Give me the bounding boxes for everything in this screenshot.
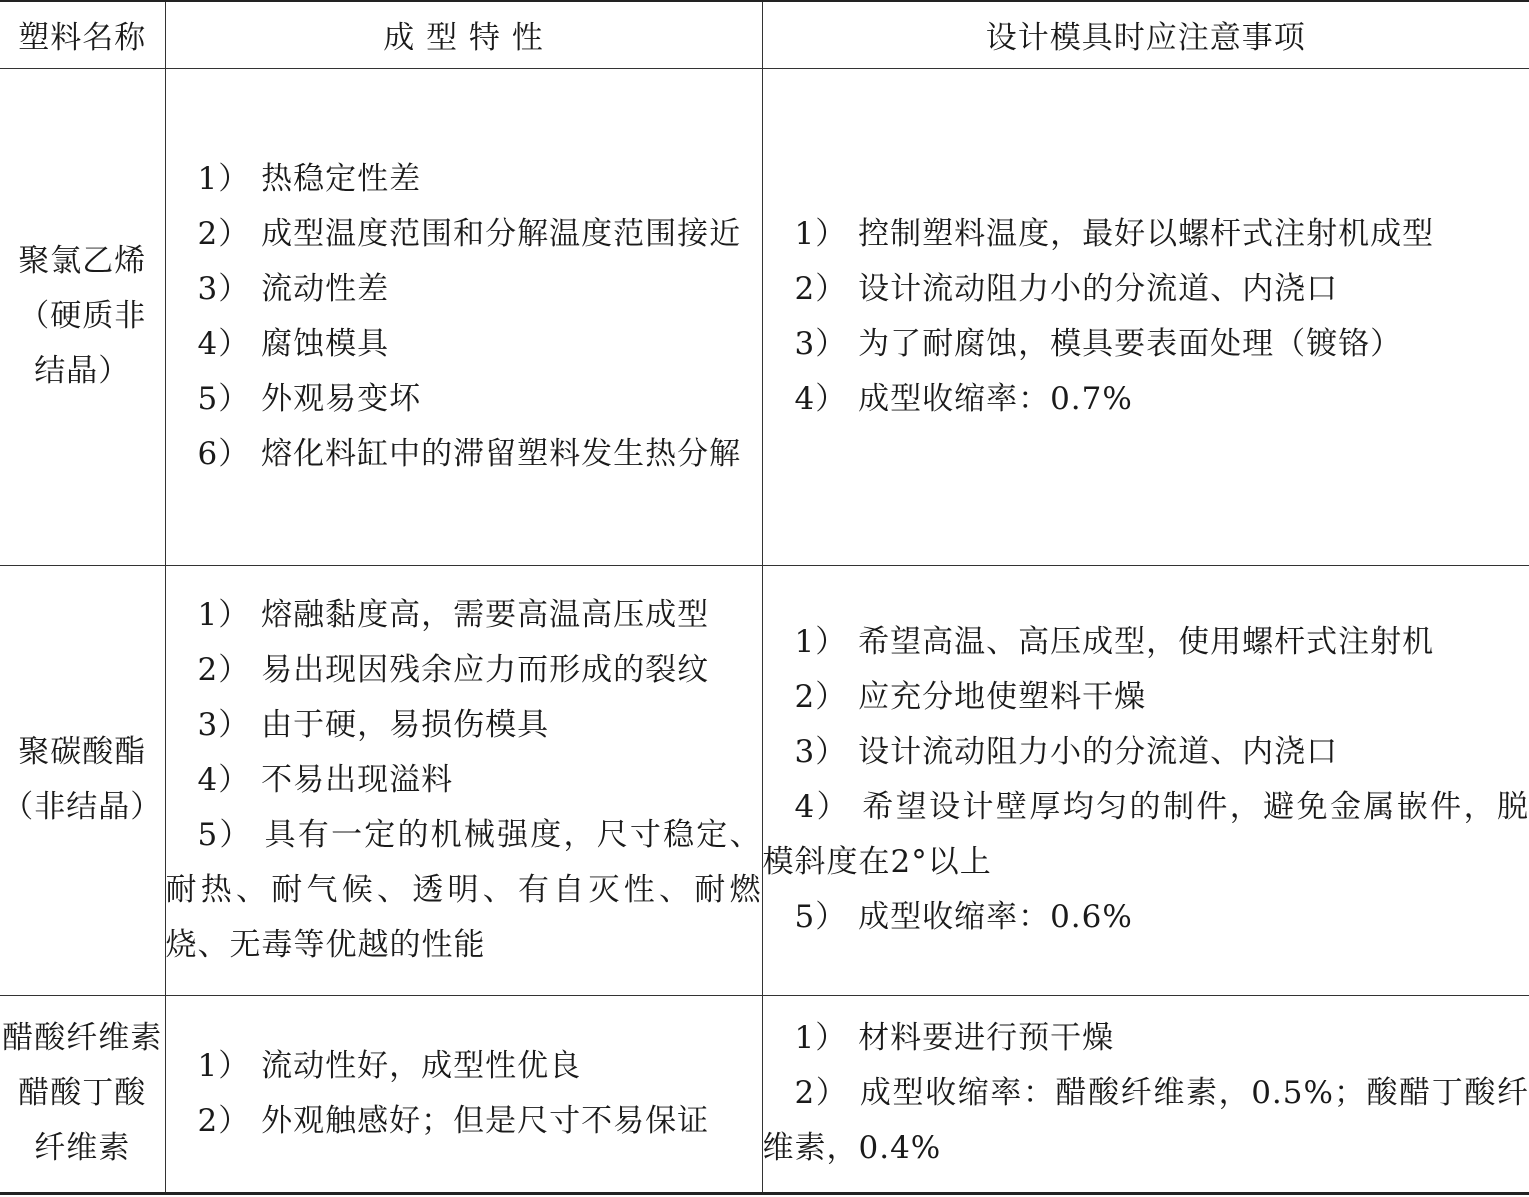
table-row-pvc — [0, 68, 1529, 565]
molding-properties-cell — [165, 995, 762, 1193]
header-row — [0, 1, 1529, 68]
plastic-name-line: （非结晶） — [2, 789, 163, 825]
property-item: 2） 成型温度范围和分解温度范围接近 — [197, 215, 742, 252]
plastic-name-line: 纤维素 — [34, 1130, 131, 1166]
plastic-name-line: 聚氯乙烯 — [18, 243, 147, 279]
molding-properties-cell — [165, 565, 762, 995]
design-notes-cell — [762, 995, 1529, 1193]
property-item: 3） 流动性差 — [197, 270, 390, 307]
header-plastic-name: 塑料名称 — [0, 1, 165, 68]
plastic-name-line: 醋酸丁酸 — [18, 1075, 147, 1111]
design-note-item: 3） 为了耐腐蚀，模具要表面处理（镀铬） — [794, 325, 1403, 362]
table-row-polycarbonate — [0, 565, 1529, 995]
design-note-item: 4） 成型收缩率：0.7% — [794, 380, 1133, 417]
design-note-item: 2） 应充分地使塑料干燥 — [794, 679, 1147, 715]
molding-properties-cell — [165, 68, 762, 565]
table-row-cellulose-acetate — [0, 995, 1529, 1193]
plastic-name-cell — [0, 68, 165, 565]
property-item: 1） 流动性好，成型性优良 — [197, 1047, 582, 1084]
property-item: 5） 具有一定的机械强度，尺寸稳定、耐热、耐气候、透明、有自灭性、耐燃烧、无毒等优越的性能 — [165, 816, 762, 963]
plastic-name-cell — [0, 995, 165, 1193]
property-item: 5） 外观易变坏 — [197, 380, 422, 417]
plastic-name-cell — [0, 565, 165, 995]
design-note-item: 3） 设计流动阻力小的分流道、内浇口 — [794, 734, 1339, 770]
design-note-item: 1） 控制塑料温度，最好以螺杆式注射机成型 — [794, 215, 1435, 252]
design-note-item: 5） 成型收缩率：0.6% — [794, 899, 1133, 935]
design-notes-cell — [762, 68, 1529, 565]
plastic-name-line: 醋酸纤维素 — [2, 1020, 163, 1056]
property-item: 4） 不易出现溢料 — [197, 761, 454, 798]
header-design-notes: 设计模具时应注意事项 — [762, 1, 1529, 68]
design-note-item: 1） 希望高温、高压成型，使用螺杆式注射机 — [794, 624, 1435, 660]
design-note-item: 2） 成型收缩率：醋酸纤维素，0.5%；酸醋丁酸纤维素，0.4% — [762, 1075, 1529, 1166]
plastic-name-line: 结晶） — [34, 353, 131, 389]
property-item: 2） 外观触感好；但是尺寸不易保证 — [197, 1102, 710, 1139]
plastic-name-line: （硬质非 — [18, 298, 147, 334]
design-note-item: 1） 材料要进行预干燥 — [794, 1020, 1115, 1056]
property-item: 6） 熔化料缸中的滞留塑料发生热分解 — [197, 435, 742, 472]
property-item: 4） 腐蚀模具 — [197, 325, 390, 362]
header-molding-properties: 成 型 特 性 — [165, 1, 762, 68]
property-item: 1） 热稳定性差 — [197, 160, 422, 197]
plastic-name-line: 聚碳酸酯 — [18, 734, 147, 770]
property-item: 2） 易出现因残余应力而形成的裂纹 — [197, 651, 710, 688]
property-item: 1） 熔融黏度高，需要高温高压成型 — [197, 596, 710, 633]
design-notes-cell — [762, 565, 1529, 995]
design-note-item: 2） 设计流动阻力小的分流道、内浇口 — [794, 270, 1339, 307]
design-note-item: 4） 希望设计壁厚均匀的制件，避免金属嵌件，脱模斜度在2°以上 — [762, 789, 1529, 880]
property-item: 3） 由于硬，易损伤模具 — [197, 706, 550, 743]
